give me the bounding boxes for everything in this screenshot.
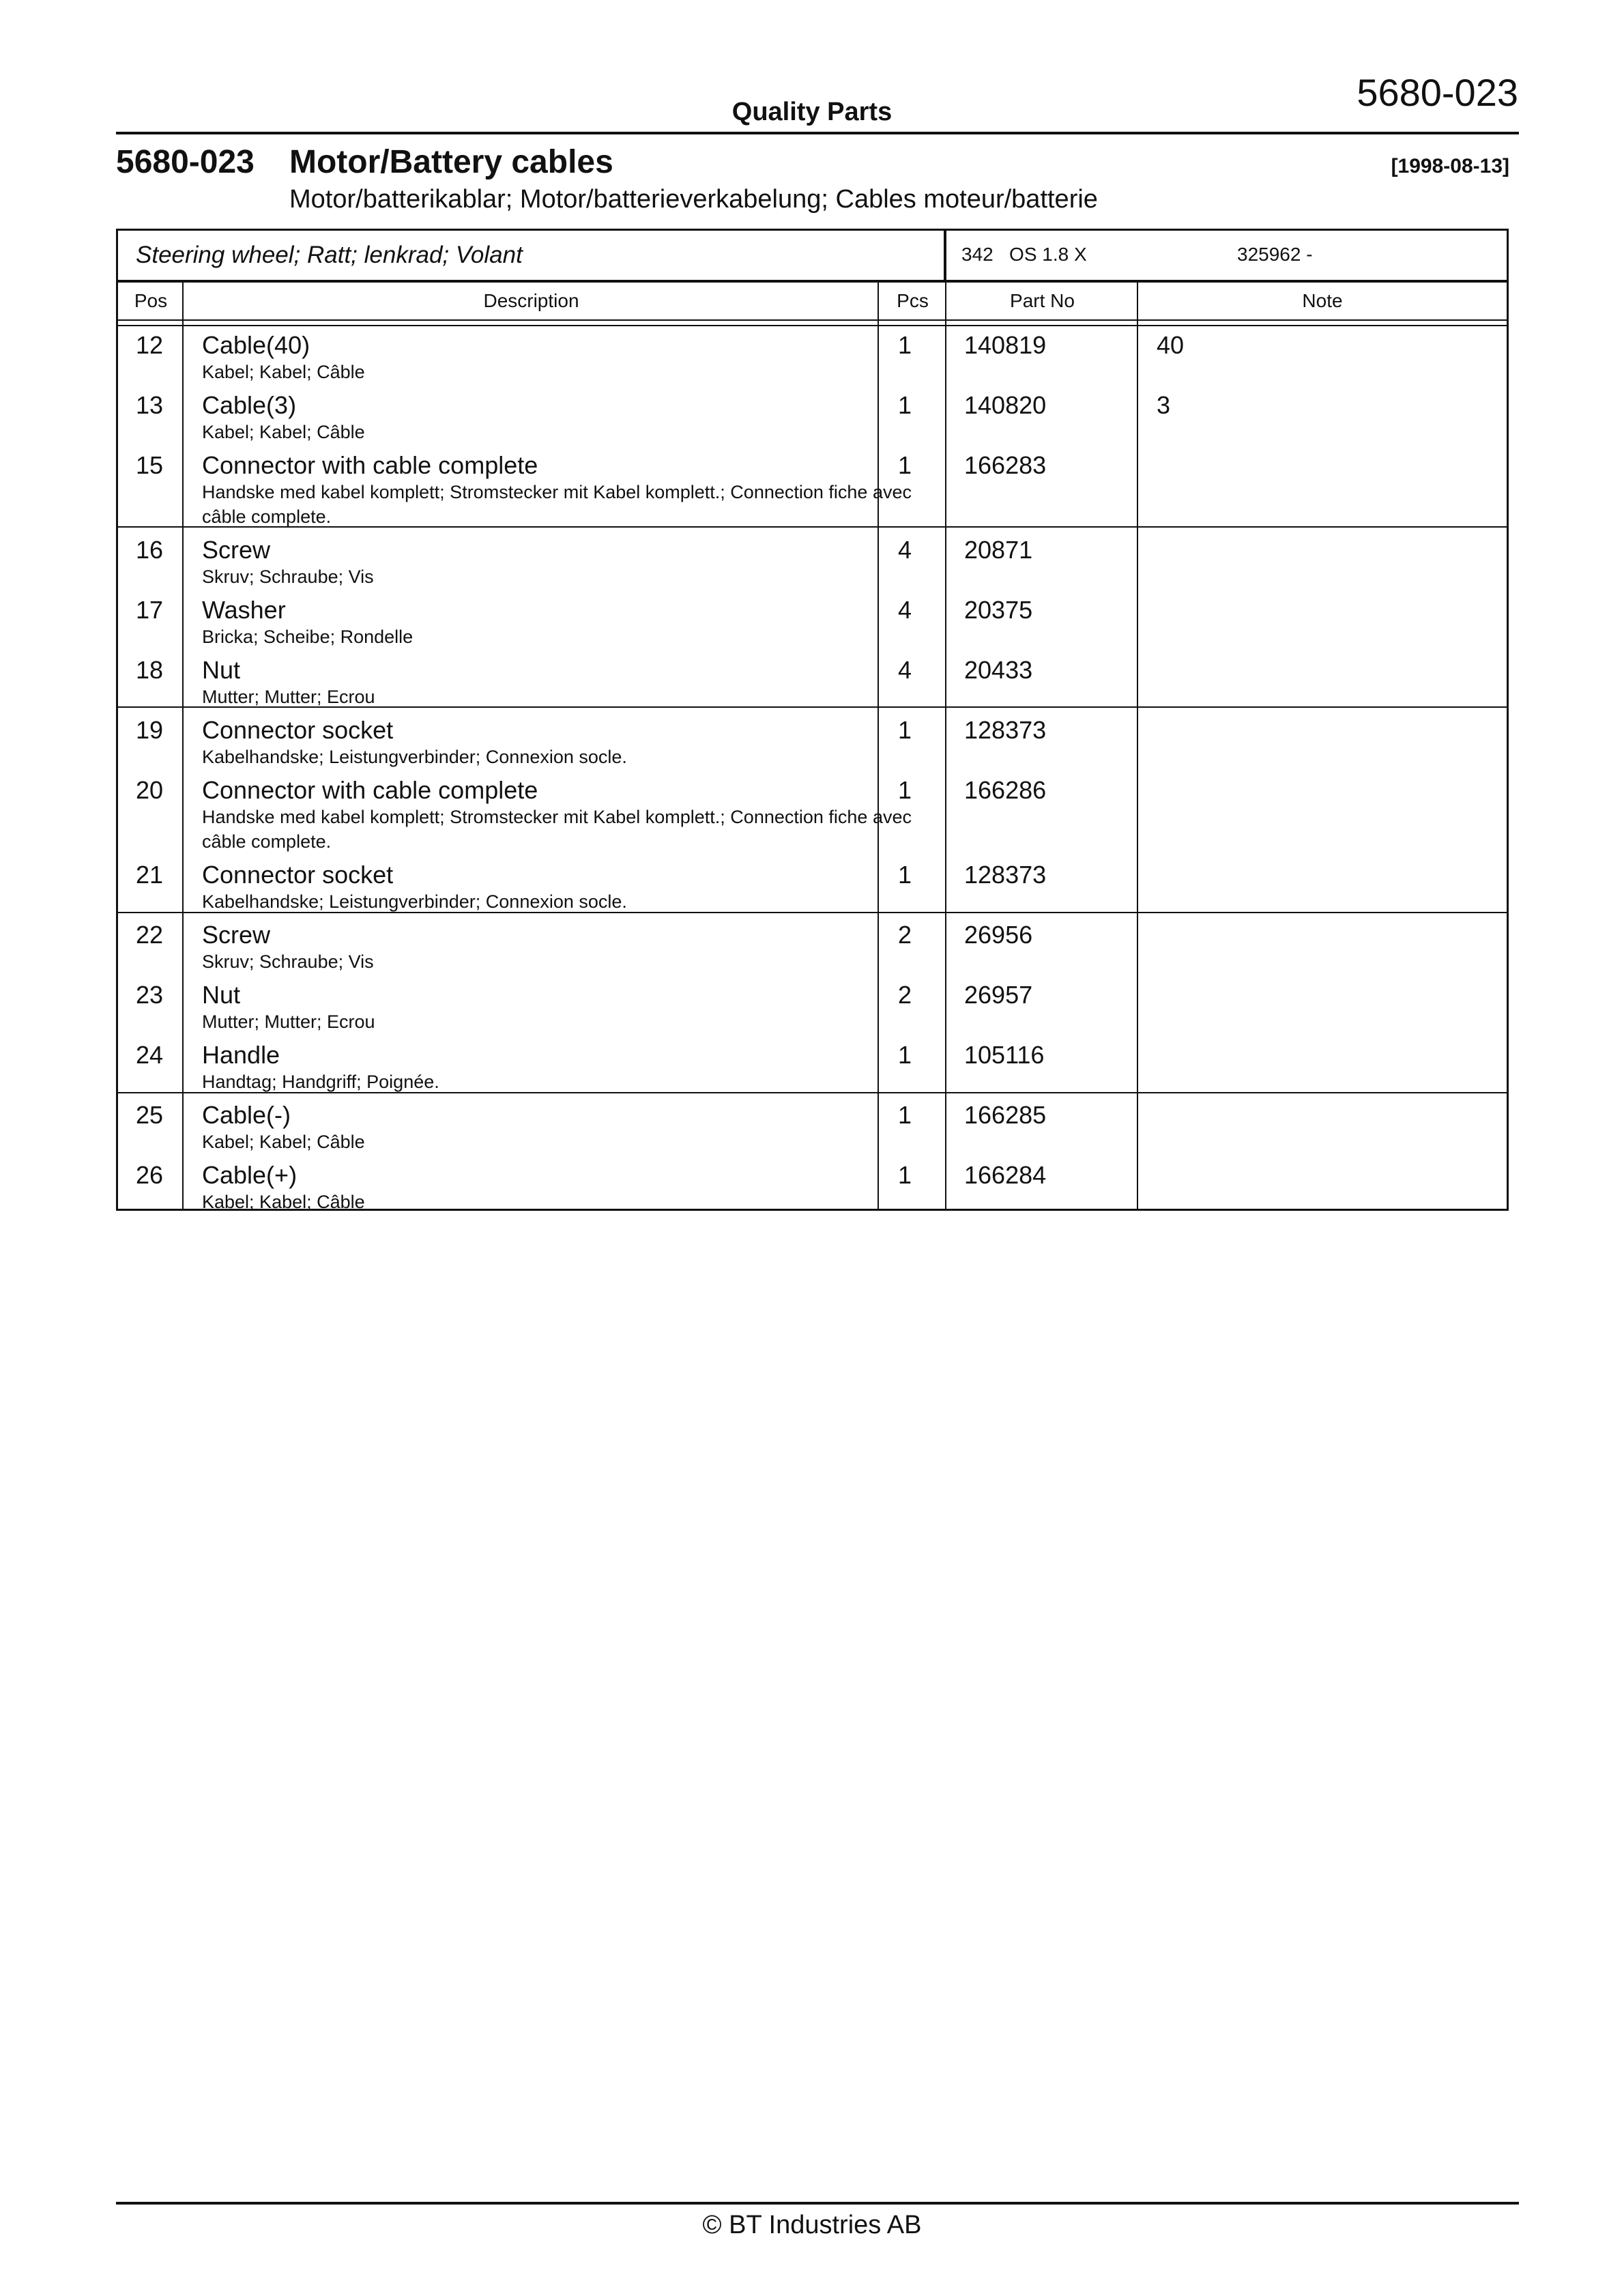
row-translation: Skruv; Schraube; Vis	[202, 566, 374, 587]
row-name: Cable(+)	[202, 1161, 298, 1189]
row-description	[202, 1161, 939, 1214]
row-name: Washer	[202, 596, 286, 624]
column-header-pos: Pos	[134, 290, 168, 311]
column-header-part-no: Part No	[1010, 290, 1075, 311]
header-divider-upper	[118, 319, 1507, 321]
row-translation: Kabel; Kabel; Câble	[202, 422, 365, 442]
row-pos: 21	[136, 861, 164, 889]
row-translation: Mutter; Mutter; Ecrou	[202, 1011, 375, 1032]
row-translation: Kabel; Kabel; Câble	[202, 1132, 365, 1152]
row-translation: Kabel; Kabel; Câble	[202, 362, 365, 382]
row-translation: Handske med kabel komplett; Stromstecker mit Kabel komplett.; Connection fiche avec câble complete.	[202, 807, 912, 852]
column-header-note: Note	[1302, 290, 1343, 311]
row-name: Cable(40)	[202, 331, 310, 359]
row-pos: 17	[136, 596, 164, 624]
row-pcs: 1	[898, 1101, 912, 1129]
column-header-pcs: Pcs	[897, 290, 929, 311]
model-info-cell	[945, 231, 1507, 280]
row-part-no: 128373	[964, 716, 1047, 744]
model-code: 342 OS 1.8 X	[961, 244, 1087, 265]
row-pcs: 1	[898, 391, 912, 419]
row-translation: Kabel; Kabel; Câble	[202, 1192, 365, 1212]
row-pcs: 4	[898, 596, 912, 624]
row-pcs: 1	[898, 776, 912, 804]
row-pos: 13	[136, 391, 164, 419]
row-part-no: 166284	[964, 1161, 1047, 1189]
row-translation: Bricka; Scheibe; Rondelle	[202, 627, 414, 647]
row-part-no: 105116	[964, 1041, 1045, 1069]
row-pos: 20	[136, 776, 164, 804]
row-pos: 25	[136, 1101, 164, 1129]
row-name: Cable(-)	[202, 1101, 291, 1129]
row-description	[202, 981, 939, 1034]
row-part-no: 166285	[964, 1101, 1047, 1129]
header-divider-lower	[118, 325, 1507, 326]
row-name: Handle	[202, 1041, 280, 1069]
row-description	[202, 596, 939, 649]
row-part-no: 128373	[964, 861, 1047, 889]
row-name: Connector with cable complete	[202, 451, 538, 479]
row-name: Nut	[202, 981, 241, 1009]
row-description	[202, 331, 939, 384]
group-title-cell	[118, 231, 945, 280]
row-part-no: 140820	[964, 391, 1047, 419]
row-description	[202, 776, 939, 854]
row-pcs: 2	[898, 921, 912, 949]
row-pcs: 1	[898, 861, 912, 889]
column-divider	[182, 283, 184, 1209]
row-part-no: 20871	[964, 536, 1033, 564]
row-pcs: 1	[898, 451, 912, 479]
row-pos: 22	[136, 921, 164, 949]
page-subtitle: Motor/batterikablar; Motor/batterieverkabelung; Cables moteur/batterie	[289, 185, 1098, 214]
document-number: 5680-023	[1357, 71, 1518, 114]
column-header-description: Description	[483, 290, 579, 311]
revision-date: [1998-08-13]	[1391, 155, 1509, 177]
row-part-no: 20433	[964, 656, 1033, 684]
row-description	[202, 656, 939, 709]
row-part-no: 26957	[964, 981, 1033, 1009]
row-description	[202, 536, 939, 589]
row-pos: 23	[136, 981, 164, 1009]
page-title: Motor/Battery cables	[289, 144, 613, 180]
row-description	[202, 716, 939, 769]
column-divider	[1137, 283, 1138, 1209]
row-translation: Handske med kabel komplett; Stromstecker mit Kabel komplett.; Connection fiche avec câble complete.	[202, 482, 912, 527]
row-pcs: 4	[898, 536, 912, 564]
row-pos: 18	[136, 656, 164, 684]
row-part-no: 166286	[964, 776, 1047, 804]
row-description	[202, 451, 939, 529]
header-divider	[116, 132, 1519, 134]
row-description	[202, 1101, 939, 1154]
row-part-no: 166283	[964, 451, 1047, 479]
copyright-notice: © BT Industries AB	[702, 2211, 922, 2239]
row-pcs: 1	[898, 331, 912, 359]
row-note: 3	[1157, 391, 1171, 419]
group-title: Steering wheel; Ratt; lenkrad; Volant	[136, 242, 523, 268]
row-translation: Skruv; Schraube; Vis	[202, 951, 374, 972]
row-pos: 24	[136, 1041, 164, 1069]
table-header	[118, 283, 1507, 319]
parts-table	[116, 229, 1509, 1211]
row-pos: 16	[136, 536, 164, 564]
row-description	[202, 861, 939, 914]
row-translation: Mutter; Mutter; Ecrou	[202, 687, 375, 707]
row-name: Cable(3)	[202, 391, 297, 419]
row-translation: Kabelhandske; Leistungverbinder; Connexion socle.	[202, 891, 627, 912]
row-note: 40	[1157, 331, 1185, 359]
section-code: 5680-023	[116, 144, 255, 180]
row-description	[202, 921, 939, 974]
row-pcs: 1	[898, 1041, 912, 1069]
row-name: Connector socket	[202, 716, 394, 744]
serial-number: 325962 -	[1237, 244, 1313, 265]
header-title: Quality Parts	[731, 98, 893, 126]
row-description	[202, 1041, 939, 1094]
row-description	[202, 391, 939, 444]
row-pos: 19	[136, 716, 164, 744]
row-name: Screw	[202, 921, 271, 949]
row-pcs: 2	[898, 981, 912, 1009]
row-part-no: 140819	[964, 331, 1047, 359]
row-part-no: 26956	[964, 921, 1033, 949]
row-name: Nut	[202, 656, 241, 684]
row-translation: Handtag; Handgriff; Poignée.	[202, 1072, 439, 1092]
row-name: Screw	[202, 536, 271, 564]
row-pcs: 1	[898, 1161, 912, 1189]
row-name: Connector with cable complete	[202, 776, 538, 804]
row-name: Connector socket	[202, 861, 394, 889]
row-pcs: 1	[898, 716, 912, 744]
row-part-no: 20375	[964, 596, 1033, 624]
row-pos: 26	[136, 1161, 164, 1189]
row-pcs: 4	[898, 656, 912, 684]
row-translation: Kabelhandske; Leistungverbinder; Connexion socle.	[202, 747, 627, 767]
column-divider	[945, 231, 946, 1209]
footer-divider	[116, 2202, 1519, 2205]
row-pos: 12	[136, 331, 164, 359]
row-pos: 15	[136, 451, 164, 479]
